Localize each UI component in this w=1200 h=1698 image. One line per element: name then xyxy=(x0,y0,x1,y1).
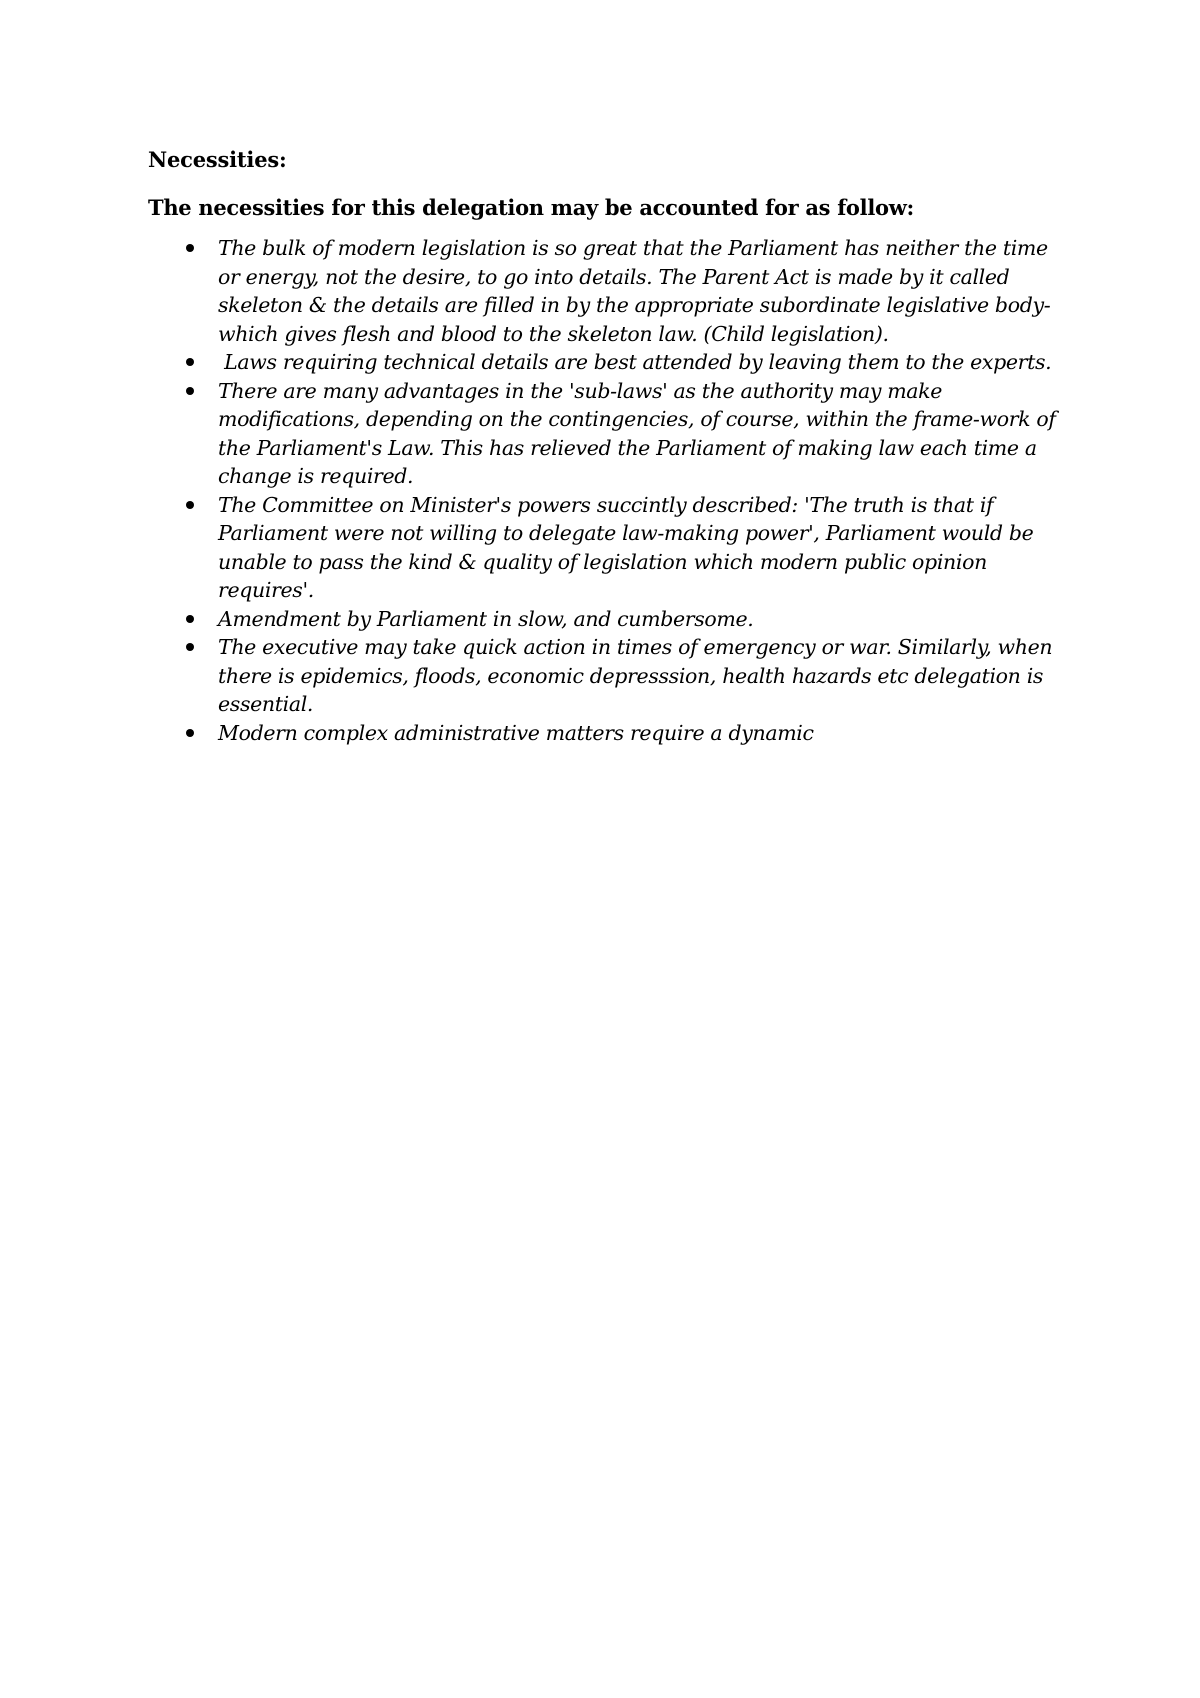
list-item xyxy=(148,633,1068,719)
list-item-text: Amendment by Parliament in slow, and cumbersome. xyxy=(218,606,754,631)
list-item-text: The executive may take quick action in times of emergency or war. Similarly, when there is epidemics, floods, economic depresssion, health hazards etc delegation is essential. xyxy=(218,635,1053,716)
bullet-icon xyxy=(186,615,194,623)
bullet-list xyxy=(148,234,1068,747)
section-subheading: The necessities for this delegation may be accounted for as follow: xyxy=(148,195,914,220)
list-item-text: Modern complex administrative matters require a dynamic xyxy=(218,720,814,745)
list-item xyxy=(148,348,1068,377)
bullet-icon xyxy=(186,387,194,395)
list-item xyxy=(148,491,1068,605)
list-item-text: There are many advantages in the 'sub-laws' as the authority may make modifications, depending on the contingencies, of course, within the frame-work of the Parliament's Law. This has relieved the Parliament of making law each time a change is required. xyxy=(218,378,1056,488)
document-body xyxy=(148,146,1068,747)
list-item xyxy=(148,234,1068,348)
list-item-text: The Committee on Minister's powers succintly described: 'The truth is that if Parliament were not willing to delegate law-making power', Parliament would be unable to pass the kind & quality of legislation which modern public opinion requires'. xyxy=(218,492,1034,602)
list-item-text: The bulk of modern legislation is so great that the Parliament has neither the time or energy, not the desire, to go into details. The Parent Act is made by it called skeleton & the details are filled in by the appropriate subordinate legislative body- which gives flesh and blood to the skeleton law. (Child legislation). xyxy=(218,236,1051,346)
list-item xyxy=(148,605,1068,634)
bullet-icon xyxy=(186,244,194,252)
section-heading: Necessities: xyxy=(148,147,287,172)
list-item xyxy=(148,719,1068,748)
list-item xyxy=(148,377,1068,491)
bullet-icon xyxy=(186,358,194,366)
list-item-text: Laws requiring technical details are best attended by leaving them to the experts. xyxy=(218,350,1052,374)
bullet-icon xyxy=(186,729,194,737)
bullet-icon xyxy=(186,501,194,509)
bullet-icon xyxy=(186,643,194,651)
